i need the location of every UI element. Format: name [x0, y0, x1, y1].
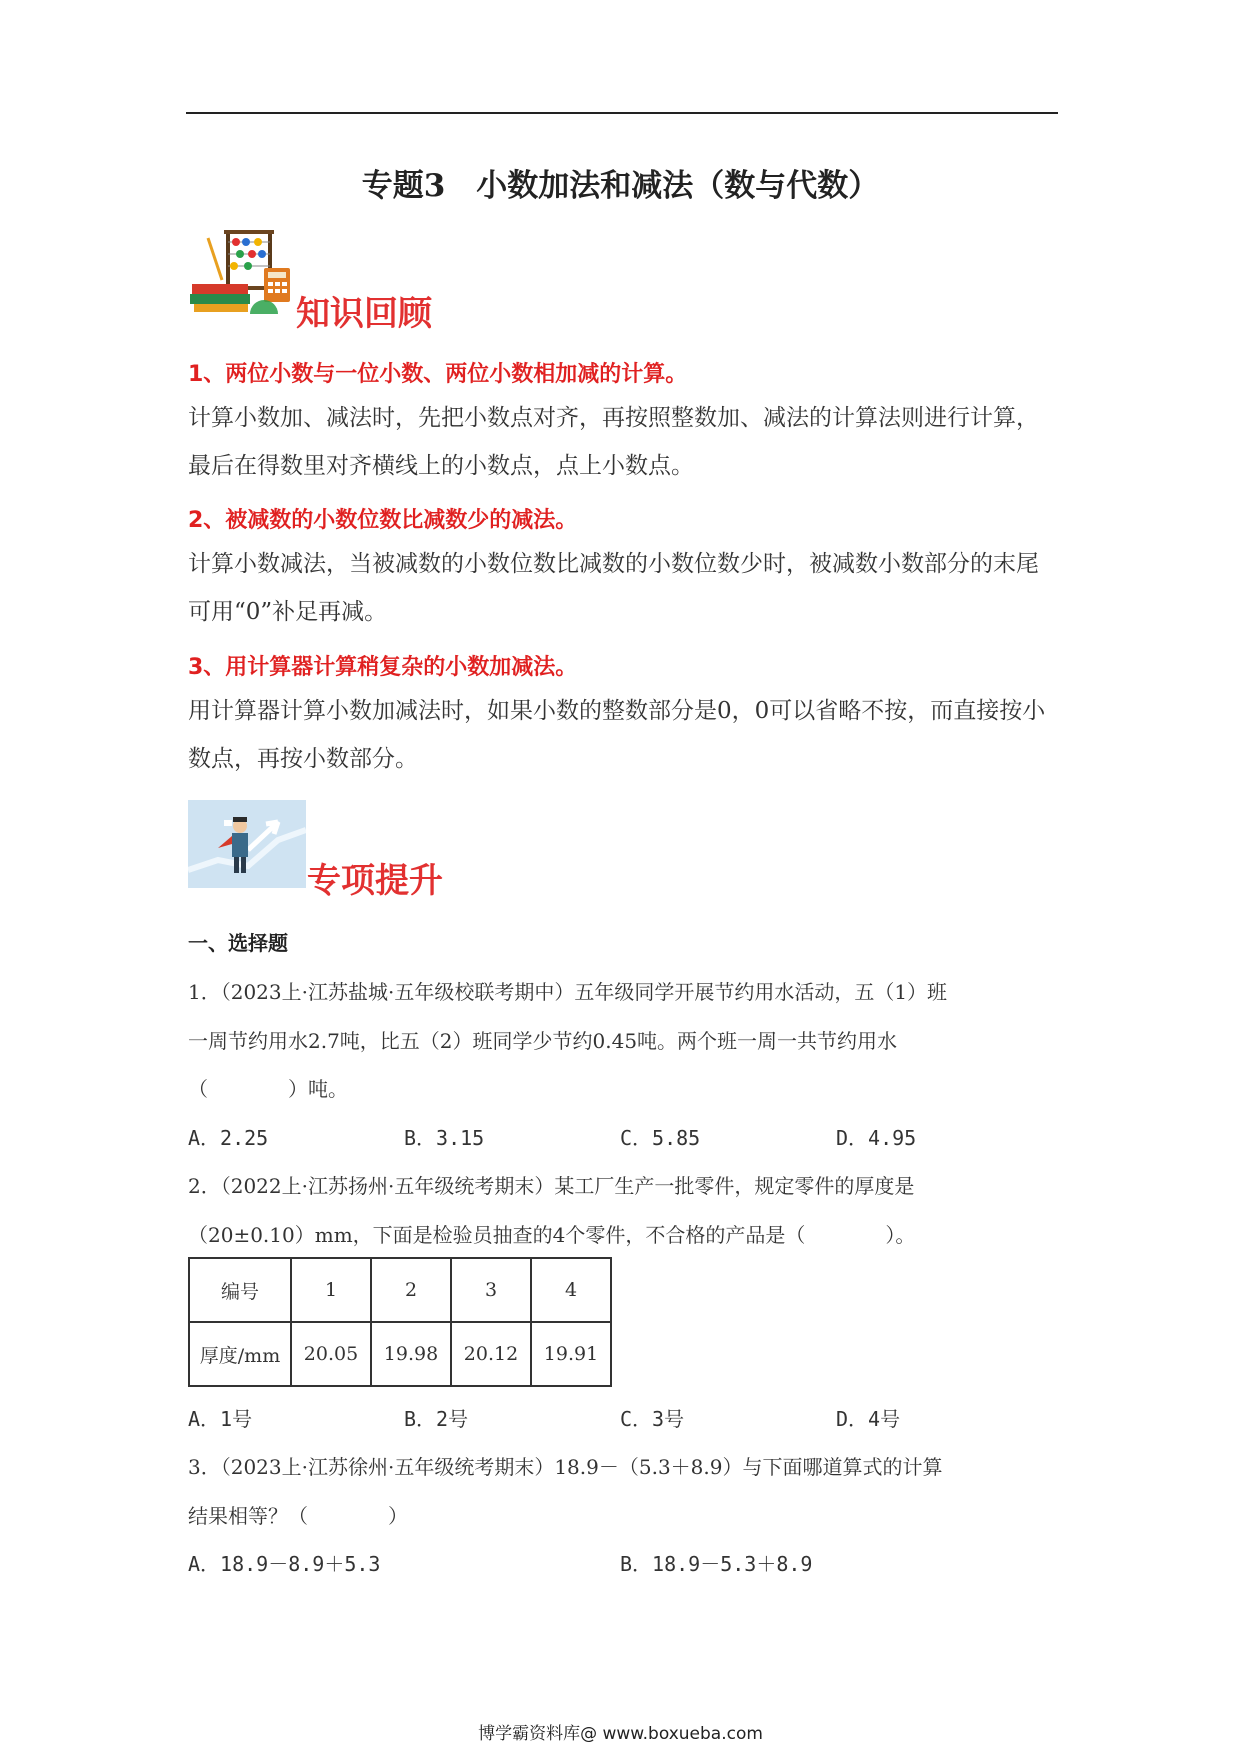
q1-option-a: A．2.25	[188, 1126, 269, 1150]
knowledge-heading-2: 2、被减数的小数位数比减数少的减法。	[188, 508, 578, 533]
knowledge-body-2: 计算小数减法，当被减数的小数位数比减数的小数位数少时，被减数小数部分的末尾可用“0”补足再减。	[188, 551, 1039, 625]
table-row	[189, 1258, 611, 1322]
table-cell: 1	[291, 1258, 371, 1322]
knowledge-banner	[188, 228, 293, 322]
knowledge-body-3: 用计算器计算小数加减法时，如果小数的整数部分是0，0可以省略不按，而直接按小数点，再按小数部分。	[188, 698, 1046, 772]
q3-line-1: 3．（2023上·江苏徐州·五年级统考期末）18.9－（5.3＋8.9）与下面哪道算式的计算	[188, 1455, 943, 1479]
header-rule	[186, 112, 1058, 114]
q2-option-a: A．1号	[188, 1407, 253, 1431]
q1-line-2: 一周节约用水2.7吨，比五（2）班同学少节约0.45吨。两个班一周一共节约用水	[188, 1029, 898, 1053]
footer-watermark: 博学霸资料库@ www.boxueba.com	[478, 1724, 763, 1744]
table-cell: 编号	[189, 1258, 291, 1322]
table-cell: 19.91	[531, 1322, 611, 1386]
table-cell: 2	[371, 1258, 451, 1322]
knowledge-body-1: 计算小数加、减法时，先把小数点对齐，再按照整数加、减法的计算法则进行计算，最后在得数里对齐横线上的小数点，点上小数点。	[188, 405, 1039, 479]
q1-line-1: 1．（2023上·江苏盐城·五年级校联考期中）五年级同学开展节约用水活动，五（1）班	[188, 980, 948, 1004]
table-cell: 19.98	[371, 1322, 451, 1386]
knowledge-banner-title: 知识回顾	[296, 294, 432, 334]
q2-line-2: （20±0.10）mm，下面是检验员抽查的4个零件，不合格的产品是（ ）。	[188, 1223, 916, 1247]
q2-line-1: 2．（2022上·江苏扬州·五年级统考期末）某工厂生产一批零件，规定零件的厚度是	[188, 1174, 915, 1198]
q1-option-c: C．5.85	[620, 1126, 701, 1150]
table-cell: 3	[451, 1258, 531, 1322]
knowledge-heading-3: 3、用计算器计算稍复杂的小数加减法。	[188, 655, 578, 680]
table-cell: 20.12	[451, 1322, 531, 1386]
page-title: 专题3 小数加法和减法（数与代数）	[361, 168, 880, 204]
table-row	[189, 1322, 611, 1386]
section-heading: 一、选择题	[188, 931, 288, 955]
thickness-table	[188, 1257, 612, 1387]
q2-option-c: C．3号	[620, 1407, 685, 1431]
table-cell: 厚度/mm	[189, 1322, 291, 1386]
table-cell: 20.05	[291, 1322, 371, 1386]
q3-option-a: A．18.9－8.9＋5.3	[188, 1552, 381, 1576]
abacus-books-calculator-icon	[188, 228, 293, 318]
man-growth-arrow-icon	[188, 800, 306, 888]
table-cell: 4	[531, 1258, 611, 1322]
q1-line-3: （ ）吨。	[188, 1077, 348, 1101]
q2-option-b: B．2号	[404, 1407, 469, 1431]
practice-banner	[188, 800, 306, 892]
q1-option-d: D．4.95	[836, 1126, 917, 1150]
q2-option-d: D．4号	[836, 1407, 901, 1431]
q3-line-2: 结果相等？（ ）	[188, 1504, 408, 1528]
practice-banner-title: 专项提升	[307, 861, 443, 901]
q1-option-b: B．3.15	[404, 1126, 485, 1150]
knowledge-heading-1: 1、两位小数与一位小数、两位小数相加减的计算。	[188, 362, 688, 387]
q3-option-b: B．18.9－5.3＋8.9	[620, 1552, 813, 1576]
